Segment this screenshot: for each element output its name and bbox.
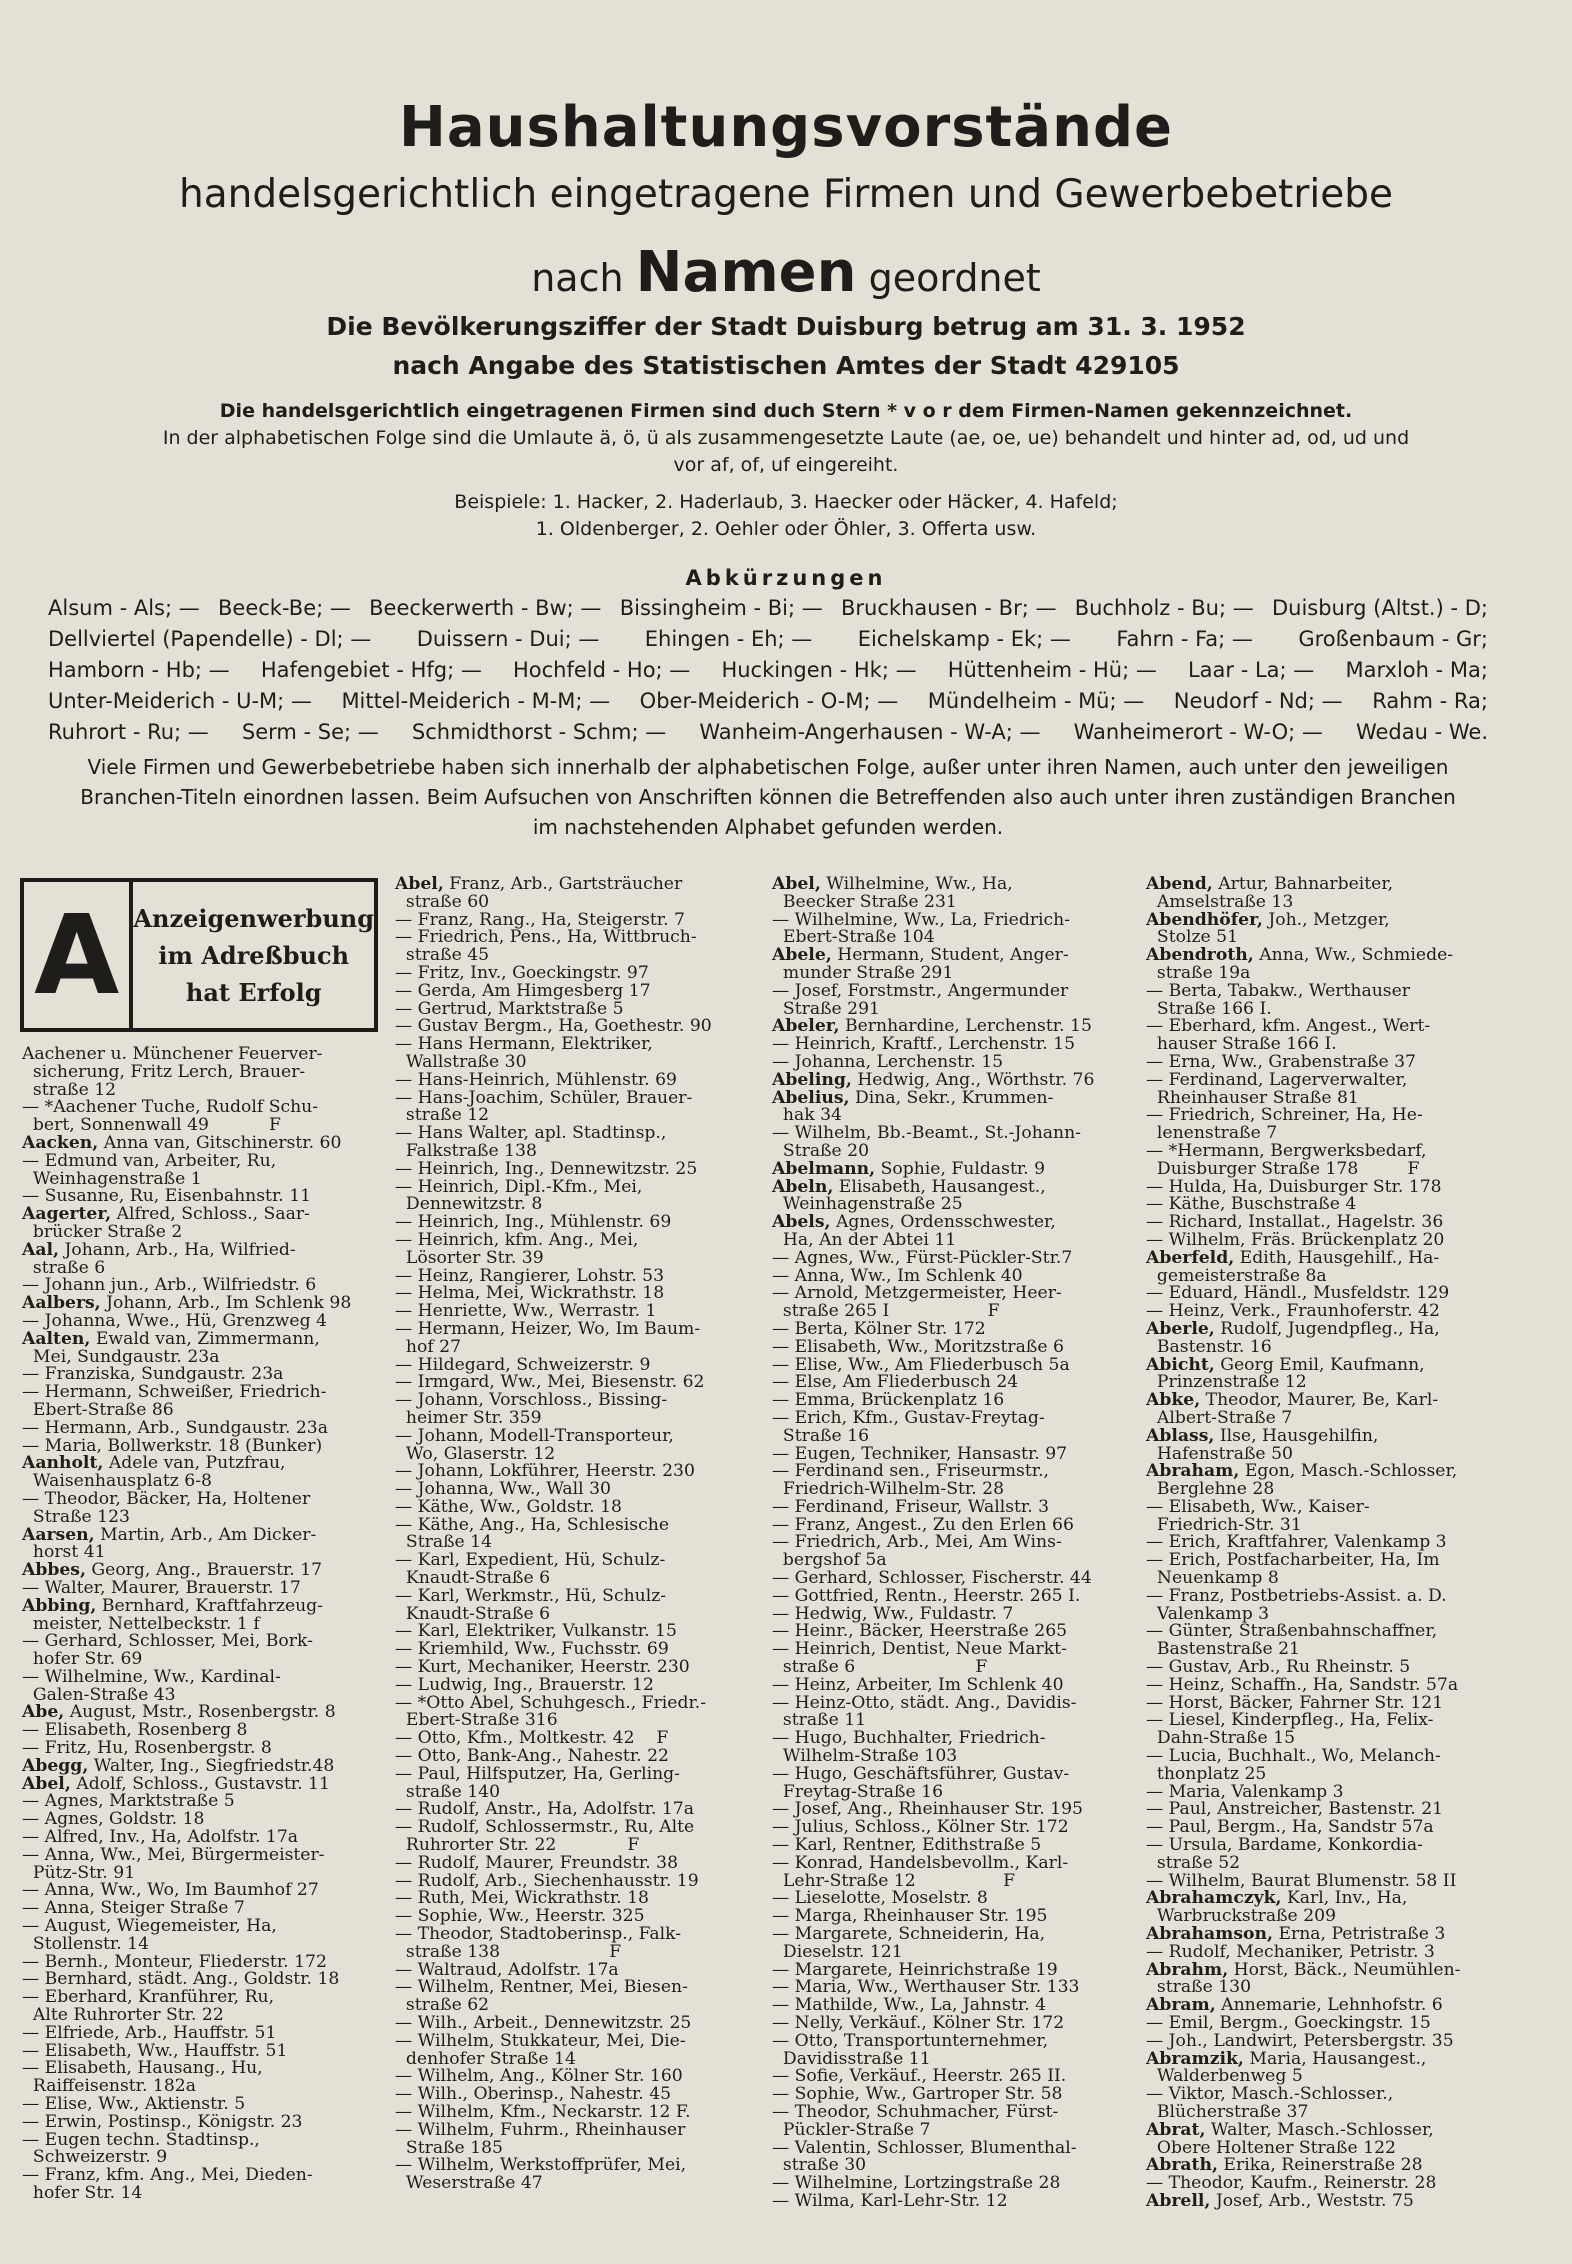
- abbreviation-item: Hamborn - Hb; —: [48, 658, 230, 682]
- population-source: nach Angabe des Statistischen Amtes der Stadt 429105: [392, 351, 1180, 380]
- directory-columns: [20, 876, 1550, 2264]
- abbreviation-item: Mündelheim - Mü; —: [927, 689, 1145, 713]
- abbreviation-item: Buchholz - Bu; —: [1074, 596, 1254, 620]
- sort-line-post: geordnet: [868, 256, 1041, 300]
- abbreviation-item: Schmidthorst - Schm; —: [411, 720, 667, 744]
- abbreviation-row: [48, 624, 1488, 655]
- abbreviation-item: Beeckerwerth - Bw; —: [369, 596, 602, 620]
- abbreviation-item: Eichelskamp - Ek; —: [857, 627, 1071, 651]
- abbreviation-item: Neudorf - Nd; —: [1173, 689, 1343, 713]
- abbreviation-item: Wanheim-Angerhausen - W-A; —: [699, 720, 1041, 744]
- abbreviation-item: Wanheimerort - W-O; —: [1073, 720, 1323, 744]
- note-block: [48, 752, 1488, 842]
- abbreviation-item: Fahrn - Fa; —: [1116, 627, 1253, 651]
- abbreviation-item: Rahm - Ra;: [1372, 689, 1488, 713]
- note-line-1: Viele Firmen und Gewerbebetriebe haben sich innerhalb der alphabetischen Folge, außer unter ihren Namen, auch unter den jeweiligen: [87, 755, 1449, 779]
- abbreviation-item: Ruhrort - Ru; —: [48, 720, 209, 744]
- abbreviation-item: Ehingen - Eh; —: [644, 627, 813, 651]
- ad-line-1: Anzeigenwerbung: [133, 903, 374, 933]
- abbreviations-list: [48, 593, 1488, 748]
- intro-line-3: vor af, of, uf eingereiht.: [673, 454, 899, 476]
- abbreviation-row: [48, 717, 1488, 748]
- abbreviation-item: Beeck-Be; —: [218, 596, 351, 620]
- abbreviation-item: Bruckhausen - Br; —: [841, 596, 1057, 620]
- abbreviation-item: Alsum - Als; —: [48, 596, 200, 620]
- intro-line-2: In der alphabetischen Folge sind die Umlaute ä, ö, ü als zusammengesetzte Laute (ae, oe, ue) behandelt und hinter ad, od, ud und: [162, 427, 1410, 449]
- section-letter: A: [24, 882, 133, 1028]
- intro-line-1: Die handelsgerichtlich eingetragenen Firmen sind duch Stern * v o r dem Firmen-Namen gekennzeichnet.: [219, 400, 1353, 422]
- sort-line-pre: nach: [531, 256, 624, 300]
- directory-column-4: Abend, Artur, Bahnarbeiter, Amselstraße 13 Abendhöfer, Joh., Metzger, Stolze 51 Abendroth, Anna, Ww., Schmiede- straße 19a — Berta, Tabakw., Werthauser Straße 166 I. — Eberhard, kfm. Angest., Wert- hauser Straße 166 I. — Erna, Ww., Grabenstraße 37 — Ferdinand, Lagerverwalter, Rheinhauser Straße 81 — Friedrich, Schreiner, Ha, He- lenenstraße 7 — *Hermann, Bergwerksbedarf, Duisburger Straße 178 F — Hulda, Ha, Duisburger Str. 178 — Käthe, Buschstraße 4 — Richard, Installat., Hagelstr. 36 — Wilhelm, Fräs. Brückenplatz 20 Aberfeld, Edith, Hausgehilf., Ha- gemeisterstraße 8a — Eduard, Händl., Musfeldstr. 129 — Heinz, Verk., Fraunhoferstr. 42 Aberle, Rudolf, Jugendpfleg., Ha, Bastenstr. 16 Abicht, Georg Emil, Kaufmann, Prinzenstraße 12 Abke, Theodor, Maurer, Be, Karl- Albert-Straße 7 Ablass, Ilse, Hausgehilfin, Hafenstraße 50 Abraham, Egon, Masch.-Schlosser, Berglehne 28 — Elisabeth, Ww., Kaiser- Friedrich-Str. 31 — Erich, Kraftfahrer, Valenkamp 3 — Erich, Postfacharbeiter, Ha, Im Neuenkamp 8 — Franz, Postbetriebs-Assist. a. D. Valenkamp 3 — Günter, Straßenbahnschaffner, Bastenstraße 21 — Gustav, Arb., Ru Rheinstr. 5 — Heinz, Schaffn., Ha, Sandstr. 57a — Horst, Bäcker, Fahrner Str. 121 — Liesel, Kinderpfleg., Ha, Felix- Dahn-Straße 15 — Lucia, Buchhalt., Wo, Melanch- thonplatz 25 — Maria, Valenkamp 3 — Paul, Anstreicher, Bastenstr. 21 — Paul, Bergm., Ha, Sandstr 57a — Ursula, Bardame, Konkordia- straße 52 — Wilhelm, Baurat Blumenstr. 58 II Abrahamczyk, Karl, Inv., Ha, Warbruckstraße 209 Abrahamson, Erna, Petristraße 3 — Rudolf, Mechaniker, Petristr. 3 Abrahm, Horst, Bäck., Neumühlen- straße 130 Abram, Annemarie, Lehnhofstr. 6 — Emil, Bergm., Goeckingstr. 15 — Joh., Landwirt, Petersbergstr. 35 Abramzik, Maria, Hausangest., Walderbenweg 5 — Viktor, Masch.-Schlosser., Blücherstraße 37 Abrat, Walter, Masch.-Schlosser, Obere Holtener Straße 122 Abrath, Erika, Reinerstraße 28 — Theodor, Kaufm., Reinerstr. 28 Abrell, Josef, Arb., Weststr. 75: [1146, 874, 1461, 2211]
- abbreviation-item: Hafengebiet - Hfg; —: [260, 658, 482, 682]
- abbreviation-item: Hüttenheim - Hü; —: [947, 658, 1157, 682]
- abbreviation-item: Mittel-Meiderich - M-M; —: [341, 689, 611, 713]
- ad-line-2: im Adreßbuch: [158, 940, 350, 970]
- directory-column-2: Abel, Franz, Arb., Gartsträucher straße 60 — Franz, Rang., Ha, Steigerstr. 7 — Friedrich, Pens., Ha, Wittbruch- straße 45 — Fritz, Inv., Goeckingstr. 97 — Gerda, Am Himgesberg 17 — Gertrud, Marktstraße 5 — Gustav Bergm., Ha, Goethestr. 90 — Hans Hermann, Elektriker, Wallstraße 30 — Hans-Heinrich, Mühlenstr. 69 — Hans-Joachim, Schüler, Brauer- straße 12 — Hans Walter, apl. Stadtinsp., Falkstraße 138 — Heinrich, Ing., Dennewitzstr. 25 — Heinrich, Dipl.-Kfm., Mei, Dennewitzstr. 8 — Heinrich, Ing., Mühlenstr. 69 — Heinrich, kfm. Ang., Mei, Lösorter Str. 39 — Heinz, Rangierer, Lohstr. 53 — Helma, Mei, Wickrathstr. 18 — Henriette, Ww., Werrastr. 1 — Hermann, Heizer, Wo, Im Baum- hof 27 — Hildegard, Schweizerstr. 9 — Irmgard, Ww., Mei, Biesenstr. 62 — Johann, Vorschloss., Bissing- heimer Str. 359 — Johann, Modell-Transporteur, Wo, Glaserstr. 12 — Johann, Lokführer, Heerstr. 230 — Johanna, Ww., Wall 30 — Käthe, Ww., Goldstr. 18 — Käthe, Ang., Ha, Schlesische Straße 14 — Karl, Expedient, Hü, Schulz- Knaudt-Straße 6 — Karl, Werkmstr., Hü, Schulz- Knaudt-Straße 6 — Karl, Elektriker, Vulkanstr. 15 — Kriemhild, Ww., Fuchsstr. 69 — Kurt, Mechaniker, Heerstr. 230 — Ludwig, Ing., Brauerstr. 12 — *Otto Abel, Schuhgesch., Friedr.- Ebert-Straße 316 — Otto, Kfm., Moltkestr. 42 F — Otto, Bank-Ang., Nahestr. 22 — Paul, Hilfsputzer, Ha, Gerling- straße 140 — Rudolf, Anstr., Ha, Adolfstr. 17a — Rudolf, Schlossermstr., Ru, Alte Ruhrorter Str. 22 F — Rudolf, Maurer, Freundstr. 38 — Rudolf, Arb., Siechenhausstr. 19 — Ruth, Mei, Wickrathstr. 18 — Sophie, Ww., Heerstr. 325 — Theodor, Stadtoberinsp., Falk- straße 138 F — Waltraud, Adolfstr. 17a — Wilhelm, Rentner, Mei, Biesen- straße 62 — Wilh., Arbeit., Dennewitzstr. 25 — Wilhelm, Stukkateur, Mei, Die- denhofer Straße 14 — Wilhelm, Ang., Kölner Str. 160 — Wilh., Oberinsp., Nahestr. 45 — Wilhelm, Kfm., Neckarstr. 12 F. — Wilhelm, Fuhrm., Rheinhauser Straße 185 — Wilhelm, Werkstoffprüfer, Mei, Weserstraße 47: [395, 874, 712, 2194]
- abbreviation-item: Großenbaum - Gr;: [1298, 627, 1488, 651]
- abbreviation-item: Duisburg (Altst.) - D;: [1271, 596, 1488, 620]
- abbreviation-item: Marxloh - Ma;: [1345, 658, 1488, 682]
- abbreviation-item: Bissingheim - Bi; —: [619, 596, 823, 620]
- abbreviation-row: [48, 593, 1488, 624]
- intro-example-1: Beispiele: 1. Hacker, 2. Haderlaub, 3. Haecker oder Häcker, 4. Hafeld;: [454, 491, 1118, 513]
- intro-example-2: 1. Oldenberger, 2. Oehler oder Öhler, 3. Offerta usw.: [535, 518, 1037, 540]
- sort-line: [40, 240, 1532, 305]
- abbreviation-item: Duissern - Dui; —: [416, 627, 600, 651]
- abbreviation-item: Serm - Se; —: [241, 720, 379, 744]
- note-line-2: Branchen-Titeln einordnen lassen. Beim Aufsuchen von Anschriften können die Betreffenden also auch unter ihren zuständigen Branchen: [80, 785, 1456, 809]
- abbreviation-row: [48, 655, 1488, 686]
- directory-column-3: Abel, Wilhelmine, Ww., Ha, Beecker Straße 231 — Wilhelmine, Ww., La, Friedrich- Ebert-Straße 104 Abele, Hermann, Student, Anger- munder Straße 291 — Josef, Forstmstr., Angermunder Straße 291 Abeler, Bernhardine, Lerchenstr. 15 — Heinrich, Kraftf., Lerchenstr. 15 — Johanna, Lerchenstr. 15 Abeling, Hedwig, Ang., Wörthstr. 76 Abelius, Dina, Sekr., Krummen- hak 34 — Wilhelm, Bb.-Beamt., St.-Johann- Straße 20 Abelmann, Sophie, Fuldastr. 9 Abeln, Elisabeth, Hausangest., Weinhagenstraße 25 Abels, Agnes, Ordensschwester, Ha, An der Abtei 11 — Agnes, Ww., Fürst-Pückler-Str.7 — Anna, Ww., Im Schlenk 40 — Arnold, Metzgermeister, Heer- straße 265 I F — Berta, Kölner Str. 172 — Elisabeth, Ww., Moritzstraße 6 — Elise, Ww., Am Fliederbusch 5a — Else, Am Fliederbusch 24 — Emma, Brückenplatz 16 — Erich, Kfm., Gustav-Freytag- Straße 16 — Eugen, Techniker, Hansastr. 97 — Ferdinand sen., Friseurmstr., Friedrich-Wilhelm-Str. 28 — Ferdinand, Friseur, Wallstr. 3 — Franz, Angest., Zu den Erlen 66 — Friedrich, Arb., Mei, Am Wins- bergshof 5a — Gerhard, Schlosser, Fischerstr. 44 — Gottfried, Rentn., Heerstr. 265 I. — Hedwig, Ww., Fuldastr. 7 — Heinr., Bäcker, Heerstraße 265 — Heinrich, Dentist, Neue Markt- straße 6 F — Heinz, Arbeiter, Im Schlenk 40 — Heinz-Otto, städt. Ang., Davidis- straße 11 — Hugo, Buchhalter, Friedrich- Wilhelm-Straße 103 — Hugo, Geschäftsführer, Gustav- Freytag-Straße 16 — Josef, Ang., Rheinhauser Str. 195 — Julius, Schloss., Kölner Str. 172 — Karl, Rentner, Edithstraße 5 — Konrad, Handelsbevollm., Karl- Lehr-Straße 12 F — Lieselotte, Moselstr. 8 — Marga, Rheinhauser Str. 195 — Margarete, Schneiderin, Ha, Dieselstr. 121 — Margarete, Heinrichstraße 19 — Maria, Ww., Werthauser Str. 133 — Mathilde, Ww., La, Jahnstr. 4 — Nelly, Verkäuf., Kölner Str. 172 — Otto, Transportunternehmer, Davidisstraße 11 — Sofie, Verkäuf., Heerstr. 265 II. — Sophie, Ww., Gartroper Str. 58 — Theodor, Schuhmacher, Fürst- Pückler-Straße 7 — Valentin, Schlosser, Blumenthal- straße 30 — Wilhelmine, Lortzingstraße 28 — Wilma, Karl-Lehr-Str. 12: [772, 874, 1095, 2211]
- abbreviations-title: Abkürzungen: [685, 566, 887, 590]
- directory-column-1: Aachener u. Münchener Feuerver- sicherung, Fritz Lerch, Brauer- straße 12 — *Aachener Tuche, Rudolf Schu- bert, Sonnenwall 49 F Aacken, Anna van, Gitschinerstr. 60 — Edmund van, Arbeiter, Ru, Weinhagenstraße 1 — Susanne, Ru, Eisenbahnstr. 11 Aagerter, Alfred, Schloss., Saar- brücker Straße 2 Aal, Johann, Arb., Ha, Wilfried- straße 6 — Johann jun., Arb., Wilfriedstr. 6 Aalbers, Johann, Arb., Im Schlenk 98 — Johanna, Wwe., Hü, Grenzweg 4 Aalten, Ewald van, Zimmermann, Mei, Sundgaustr. 23a — Franziska, Sundgaustr. 23a — Hermann, Schweißer, Friedrich- Ebert-Straße 86 — Hermann, Arb., Sundgaustr. 23a — Maria, Bollwerkstr. 18 (Bunker) Aanholt, Adele van, Putzfrau, Waisenhausplatz 6-8 — Theodor, Bäcker, Ha, Holtener Straße 123 Aarsen, Martin, Arb., Am Dicker- horst 41 Abbes, Georg, Ang., Brauerstr. 17 — Walter, Maurer, Brauerstr. 17 Abbing, Bernhard, Kraftfahrzeug- meister, Nettelbeckstr. 1 f — Gerhard, Schlosser, Mei, Bork- hofer Str. 69 — Wilhelmine, Ww., Kardinal- Galen-Straße 43 Abe, August, Mstr., Rosenbergstr. 8 — Elisabeth, Rosenberg 8 — Fritz, Hu, Rosenbergstr. 8 Abegg, Walter, Ing., Siegfriedstr.48 Abel, Adolf, Schloss., Gustavstr. 11 — Agnes, Marktstraße 5 — Agnes, Goldstr. 18 — Alfred, Inv., Ha, Adolfstr. 17a — Anna, Ww., Mei, Bürgermeister- Pütz-Str. 91 — Anna, Ww., Wo, Im Baumhof 27 — Anna, Steiger Straße 7 — August, Wiegemeister, Ha, Stollenstr. 14 — Bernh., Monteur, Fliederstr. 172 — Bernhard, städt. Ang., Goldstr. 18 — Eberhard, Kranführer, Ru, Alte Ruhrorter Str. 22 — Elfriede, Arb., Hauffstr. 51 — Elisabeth, Ww., Hauffstr. 51 — Elisabeth, Hausang., Hu, Raiffeisenstr. 182a — Elise, Ww., Aktienstr. 5 — Erwin, Postinsp., Königstr. 23 — Eugen techn. Stadtinsp., Schweizerstr. 9 — Franz, kfm. Ang., Mei, Dieden- hofer Str. 14: [22, 1044, 352, 2203]
- abbreviation-item: Hochfeld - Ho; —: [513, 658, 691, 682]
- ad-line-3: hat Erfolg: [185, 977, 322, 1007]
- population-line: Die Bevölkerungsziffer der Stadt Duisburg betrug am 31. 3. 1952: [326, 312, 1246, 341]
- abbreviation-item: Wedau - We.: [1355, 720, 1488, 744]
- abbreviation-item: Ober-Meiderich - O-M; —: [639, 689, 899, 713]
- abbreviation-item: Unter-Meiderich - U-M; —: [48, 689, 312, 713]
- sort-line-big: Namen: [635, 240, 857, 305]
- abbreviation-item: Laar - La; —: [1187, 658, 1315, 682]
- note-line-3: im nachstehenden Alphabet gefunden werden.: [532, 815, 1004, 839]
- page-title: Haushaltungsvorstände: [398, 95, 1174, 160]
- abbreviation-row: [48, 686, 1488, 717]
- abbreviation-item: Huckingen - Hk; —: [721, 658, 917, 682]
- abbreviation-item: Dellviertel (Papendelle) - Dl; —: [48, 627, 372, 651]
- page-subtitle: handelsgerichtlich eingetragene Firmen und Gewerbebetriebe: [179, 172, 1393, 217]
- intro-block: [40, 398, 1532, 543]
